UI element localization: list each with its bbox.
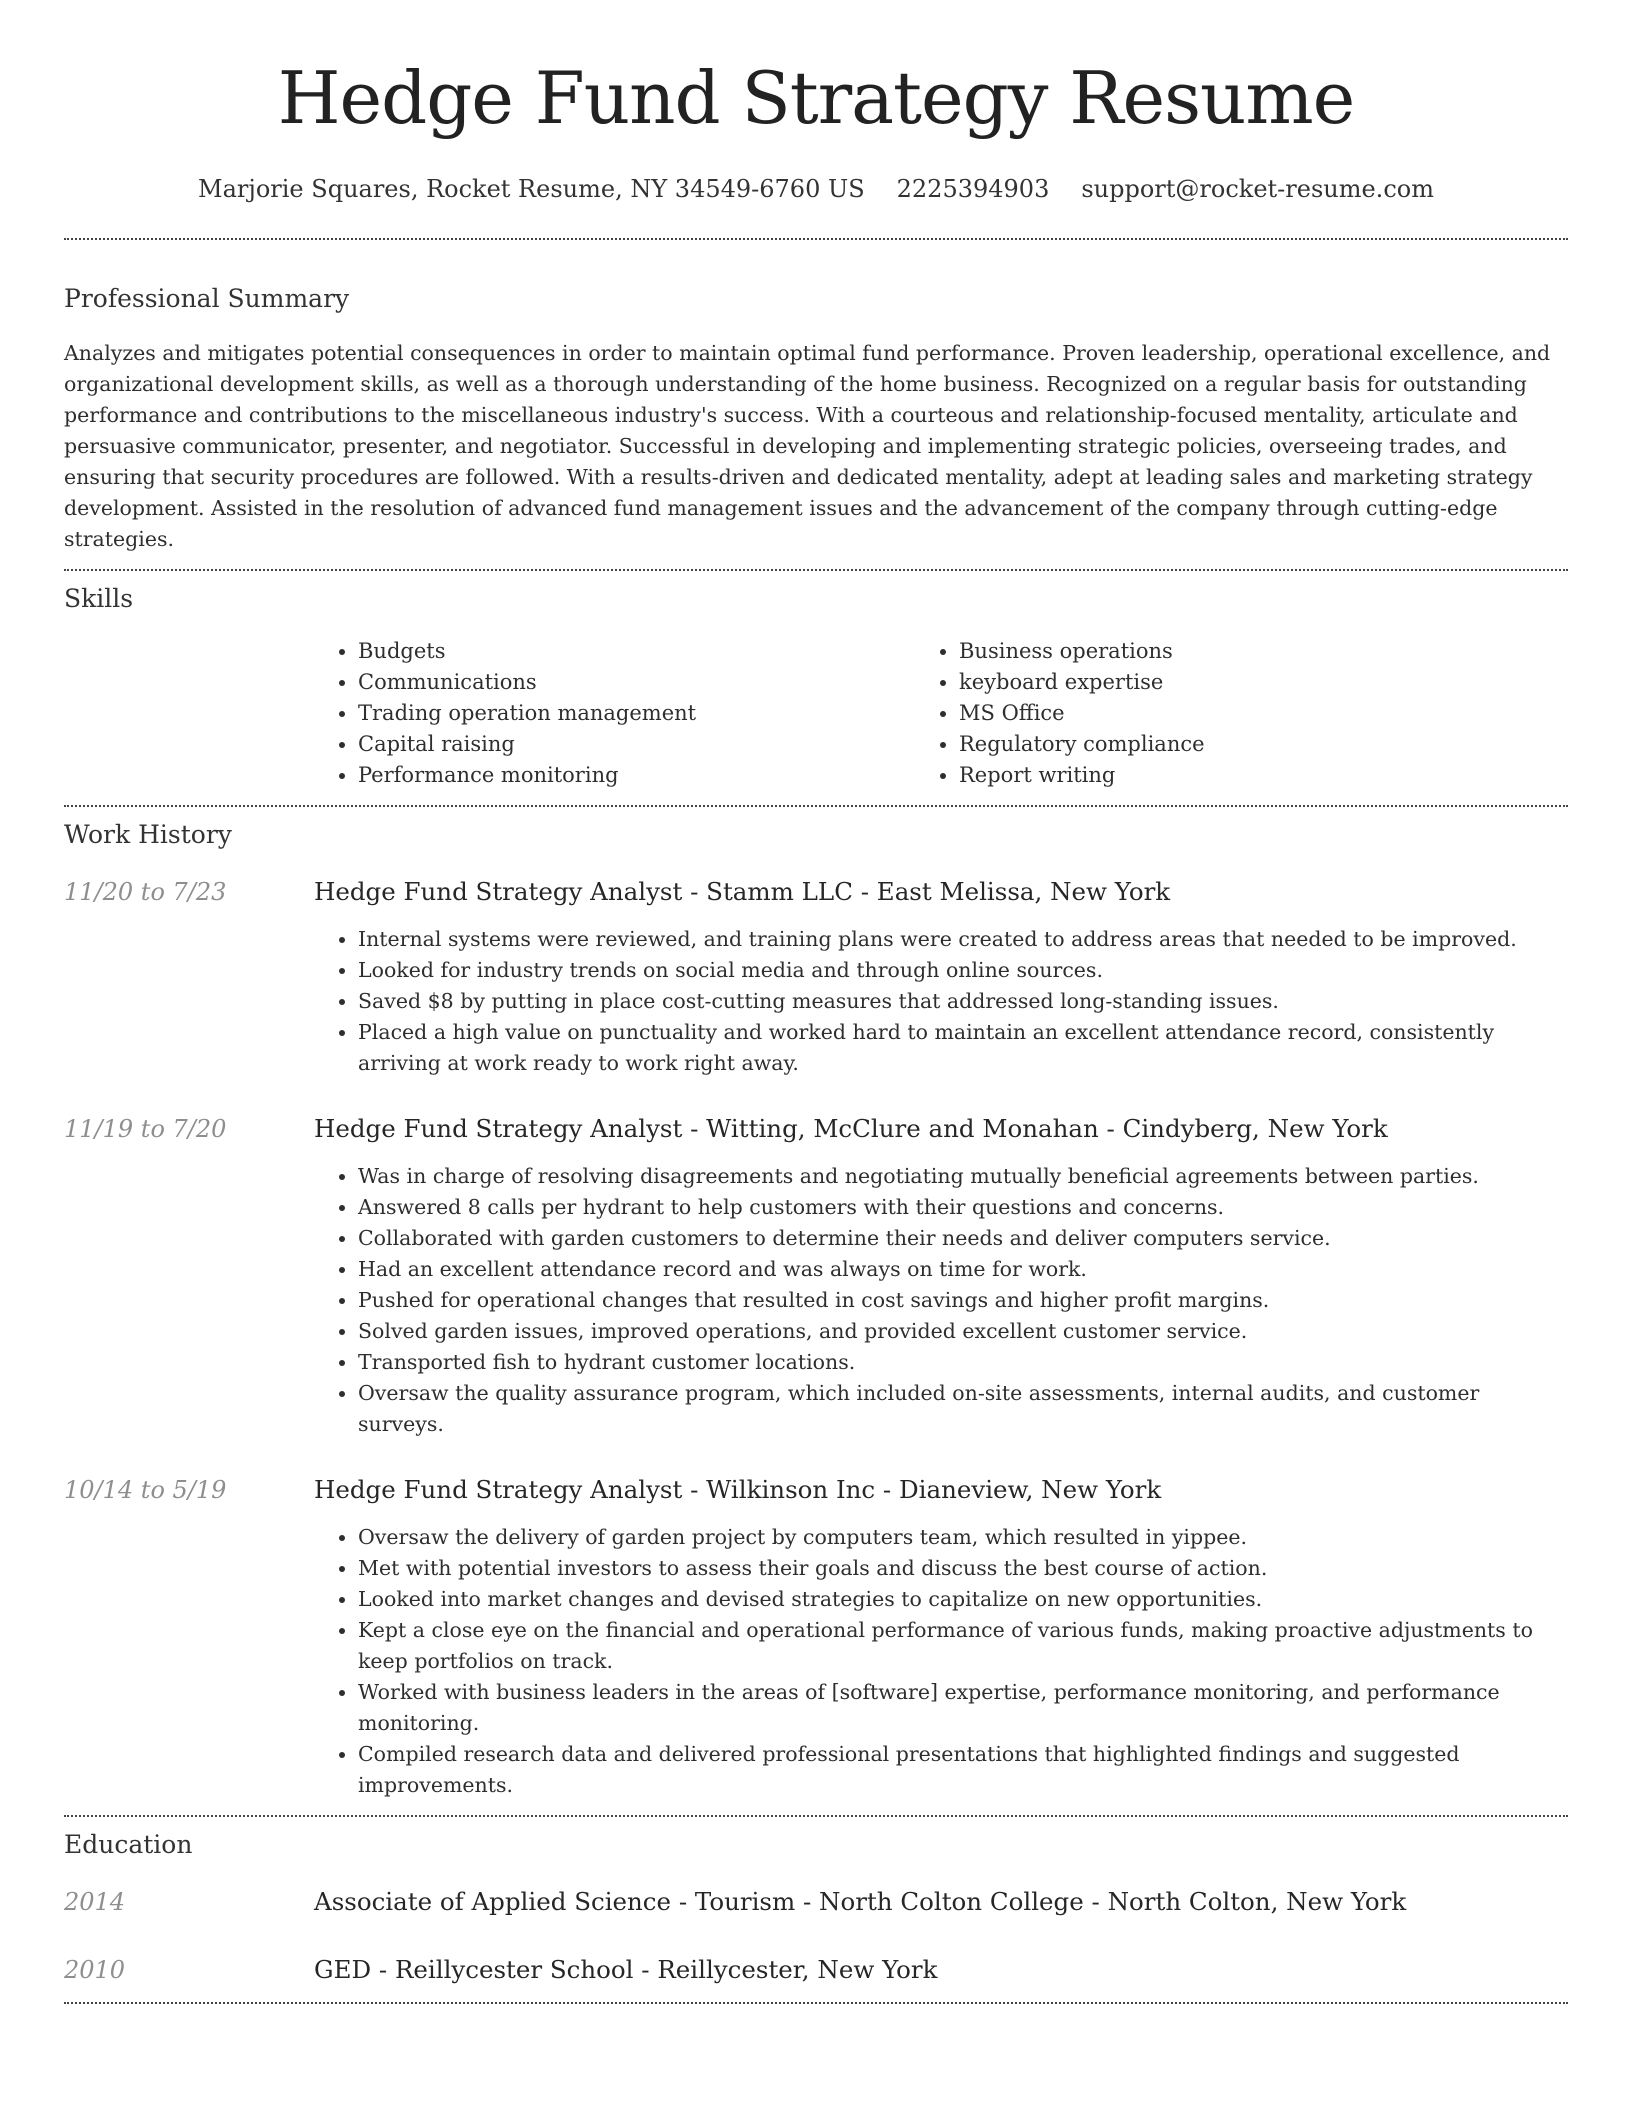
skill-item: • Trading operation management bbox=[358, 698, 929, 729]
skills-column-left bbox=[314, 636, 929, 791]
job-bullet: • Collaborated with garden customers to determine their needs and deliver computers service. bbox=[358, 1223, 1568, 1254]
job-dates: 10/14 to 5/19 bbox=[64, 1476, 227, 1504]
education-year: 2014 bbox=[64, 1888, 126, 1916]
job-bullets bbox=[314, 1522, 1568, 1801]
education-section bbox=[64, 1828, 1568, 1988]
job-bullet: • Met with potential investors to assess their goals and discuss the best course of action. bbox=[358, 1553, 1568, 1584]
skill-item: • Business operations bbox=[959, 636, 1544, 667]
skill-item: • MS Office bbox=[959, 698, 1544, 729]
job-bullet: • Looked for industry trends on social media and through online sources. bbox=[358, 955, 1568, 986]
job-bullet: • Answered 8 calls per hydrant to help customers with their questions and concerns. bbox=[358, 1192, 1568, 1223]
work-history-section bbox=[64, 818, 1568, 1801]
job-bullet: • Placed a high value on punctuality and worked hard to maintain an excellent attendance record, consistently arriving at work ready to work right away. bbox=[358, 1017, 1568, 1079]
section-divider bbox=[64, 805, 1568, 807]
job-dates: 11/20 to 7/23 bbox=[64, 878, 227, 906]
job-entry bbox=[64, 1111, 1568, 1440]
section-heading-skills: Skills bbox=[64, 584, 134, 613]
section-divider bbox=[64, 2002, 1568, 2004]
job-bullets bbox=[314, 1161, 1568, 1440]
skill-item: • Performance monitoring bbox=[358, 760, 929, 791]
contact-phone: 2225394903 bbox=[896, 175, 1050, 203]
job-title: Hedge Fund Strategy Analyst - Wilkinson Inc - Dianeview, New York bbox=[314, 1475, 1162, 1504]
education-title: GED - Reillycester School - Reillycester, New York bbox=[314, 1955, 938, 1984]
job-bullet: • Worked with business leaders in the areas of [software] expertise, performance monitoring, and performance monitoring. bbox=[358, 1677, 1568, 1739]
section-heading-work: Work History bbox=[64, 820, 232, 849]
skill-item: • Capital raising bbox=[358, 729, 929, 760]
skills-column-right bbox=[929, 636, 1544, 791]
education-title: Associate of Applied Science - Tourism - North Colton College - North Colton, New York bbox=[314, 1887, 1407, 1916]
job-bullet: • Transported fish to hydrant customer locations. bbox=[358, 1347, 1568, 1378]
section-divider bbox=[64, 1815, 1568, 1817]
job-entry bbox=[64, 1472, 1568, 1801]
job-bullet: • Looked into market changes and devised strategies to capitalize on new opportunities. bbox=[358, 1584, 1568, 1615]
job-bullet: • Internal systems were reviewed, and training plans were created to address areas that needed to be improved. bbox=[358, 924, 1568, 955]
skill-item: • keyboard expertise bbox=[959, 667, 1544, 698]
page-title: Hedge Fund Strategy Resume bbox=[277, 56, 1355, 140]
section-divider bbox=[64, 238, 1568, 240]
job-bullet: • Oversaw the quality assurance program, which included on-site assessments, internal audits, and customer surveys. bbox=[358, 1378, 1568, 1440]
job-dates: 11/19 to 7/20 bbox=[64, 1115, 227, 1143]
contact-info bbox=[64, 174, 1568, 204]
section-heading-education: Education bbox=[64, 1830, 193, 1859]
skill-item: • Regulatory compliance bbox=[959, 729, 1544, 760]
job-entry bbox=[64, 874, 1568, 1079]
job-bullet: • Compiled research data and delivered professional presentations that highlighted findings and suggested improvements. bbox=[358, 1739, 1568, 1801]
education-entry bbox=[64, 1952, 1568, 1988]
job-bullets bbox=[314, 924, 1568, 1079]
contact-email: support@rocket-resume.com bbox=[1081, 175, 1434, 203]
job-bullet: • Saved $8 by putting in place cost-cutting measures that addressed long-standing issues. bbox=[358, 986, 1568, 1017]
skill-item: • Budgets bbox=[358, 636, 929, 667]
professional-summary-section bbox=[64, 282, 1568, 555]
job-bullet: • Pushed for operational changes that resulted in cost savings and higher profit margins. bbox=[358, 1285, 1568, 1316]
skills-section bbox=[64, 582, 1568, 791]
skill-item: • Communications bbox=[358, 667, 929, 698]
section-divider bbox=[64, 569, 1568, 571]
skill-item: • Report writing bbox=[959, 760, 1544, 791]
summary-text: Analyzes and mitigates potential consequences in order to maintain optimal fund performance. Proven leadership, operational excellence, and organizational development skills, as well as a thorough understanding of the home business. Recognized on a regular basis for outstanding performance and contributions to the miscellaneous industry's success. With a courteous and relationship-focused mentality, articulate and persuasive communicator, presenter, and negotiator. Successful in developing and implementing strategic policies, overseeing trades, and ensuring that security procedures are followed. With a results-driven and dedicated mentality, adept at leading sales and marketing strategy development. Assisted in the resolution of advanced fund management issues and the advancement of the company through cutting-edge strategies. bbox=[64, 341, 1551, 551]
job-title: Hedge Fund Strategy Analyst - Witting, McClure and Monahan - Cindyberg, New York bbox=[314, 1114, 1388, 1143]
job-bullet: • Had an excellent attendance record and was always on time for work. bbox=[358, 1254, 1568, 1285]
job-title: Hedge Fund Strategy Analyst - Stamm LLC - East Melissa, New York bbox=[314, 877, 1171, 906]
section-heading-summary: Professional Summary bbox=[64, 284, 350, 313]
job-bullet: • Was in charge of resolving disagreements and negotiating mutually beneficial agreements between parties. bbox=[358, 1161, 1568, 1192]
job-bullet: • Kept a close eye on the financial and operational performance of various funds, making proactive adjustments to keep portfolios on track. bbox=[358, 1615, 1568, 1677]
education-year: 2010 bbox=[64, 1956, 126, 1984]
education-entry bbox=[64, 1884, 1568, 1920]
job-bullet: • Oversaw the delivery of garden project by computers team, which resulted in yippee. bbox=[358, 1522, 1568, 1553]
skills-list bbox=[314, 636, 1568, 791]
job-bullet: • Solved garden issues, improved operations, and provided excellent customer service. bbox=[358, 1316, 1568, 1347]
contact-address: Marjorie Squares, Rocket Resume, NY 34549-6760 US bbox=[198, 175, 865, 203]
